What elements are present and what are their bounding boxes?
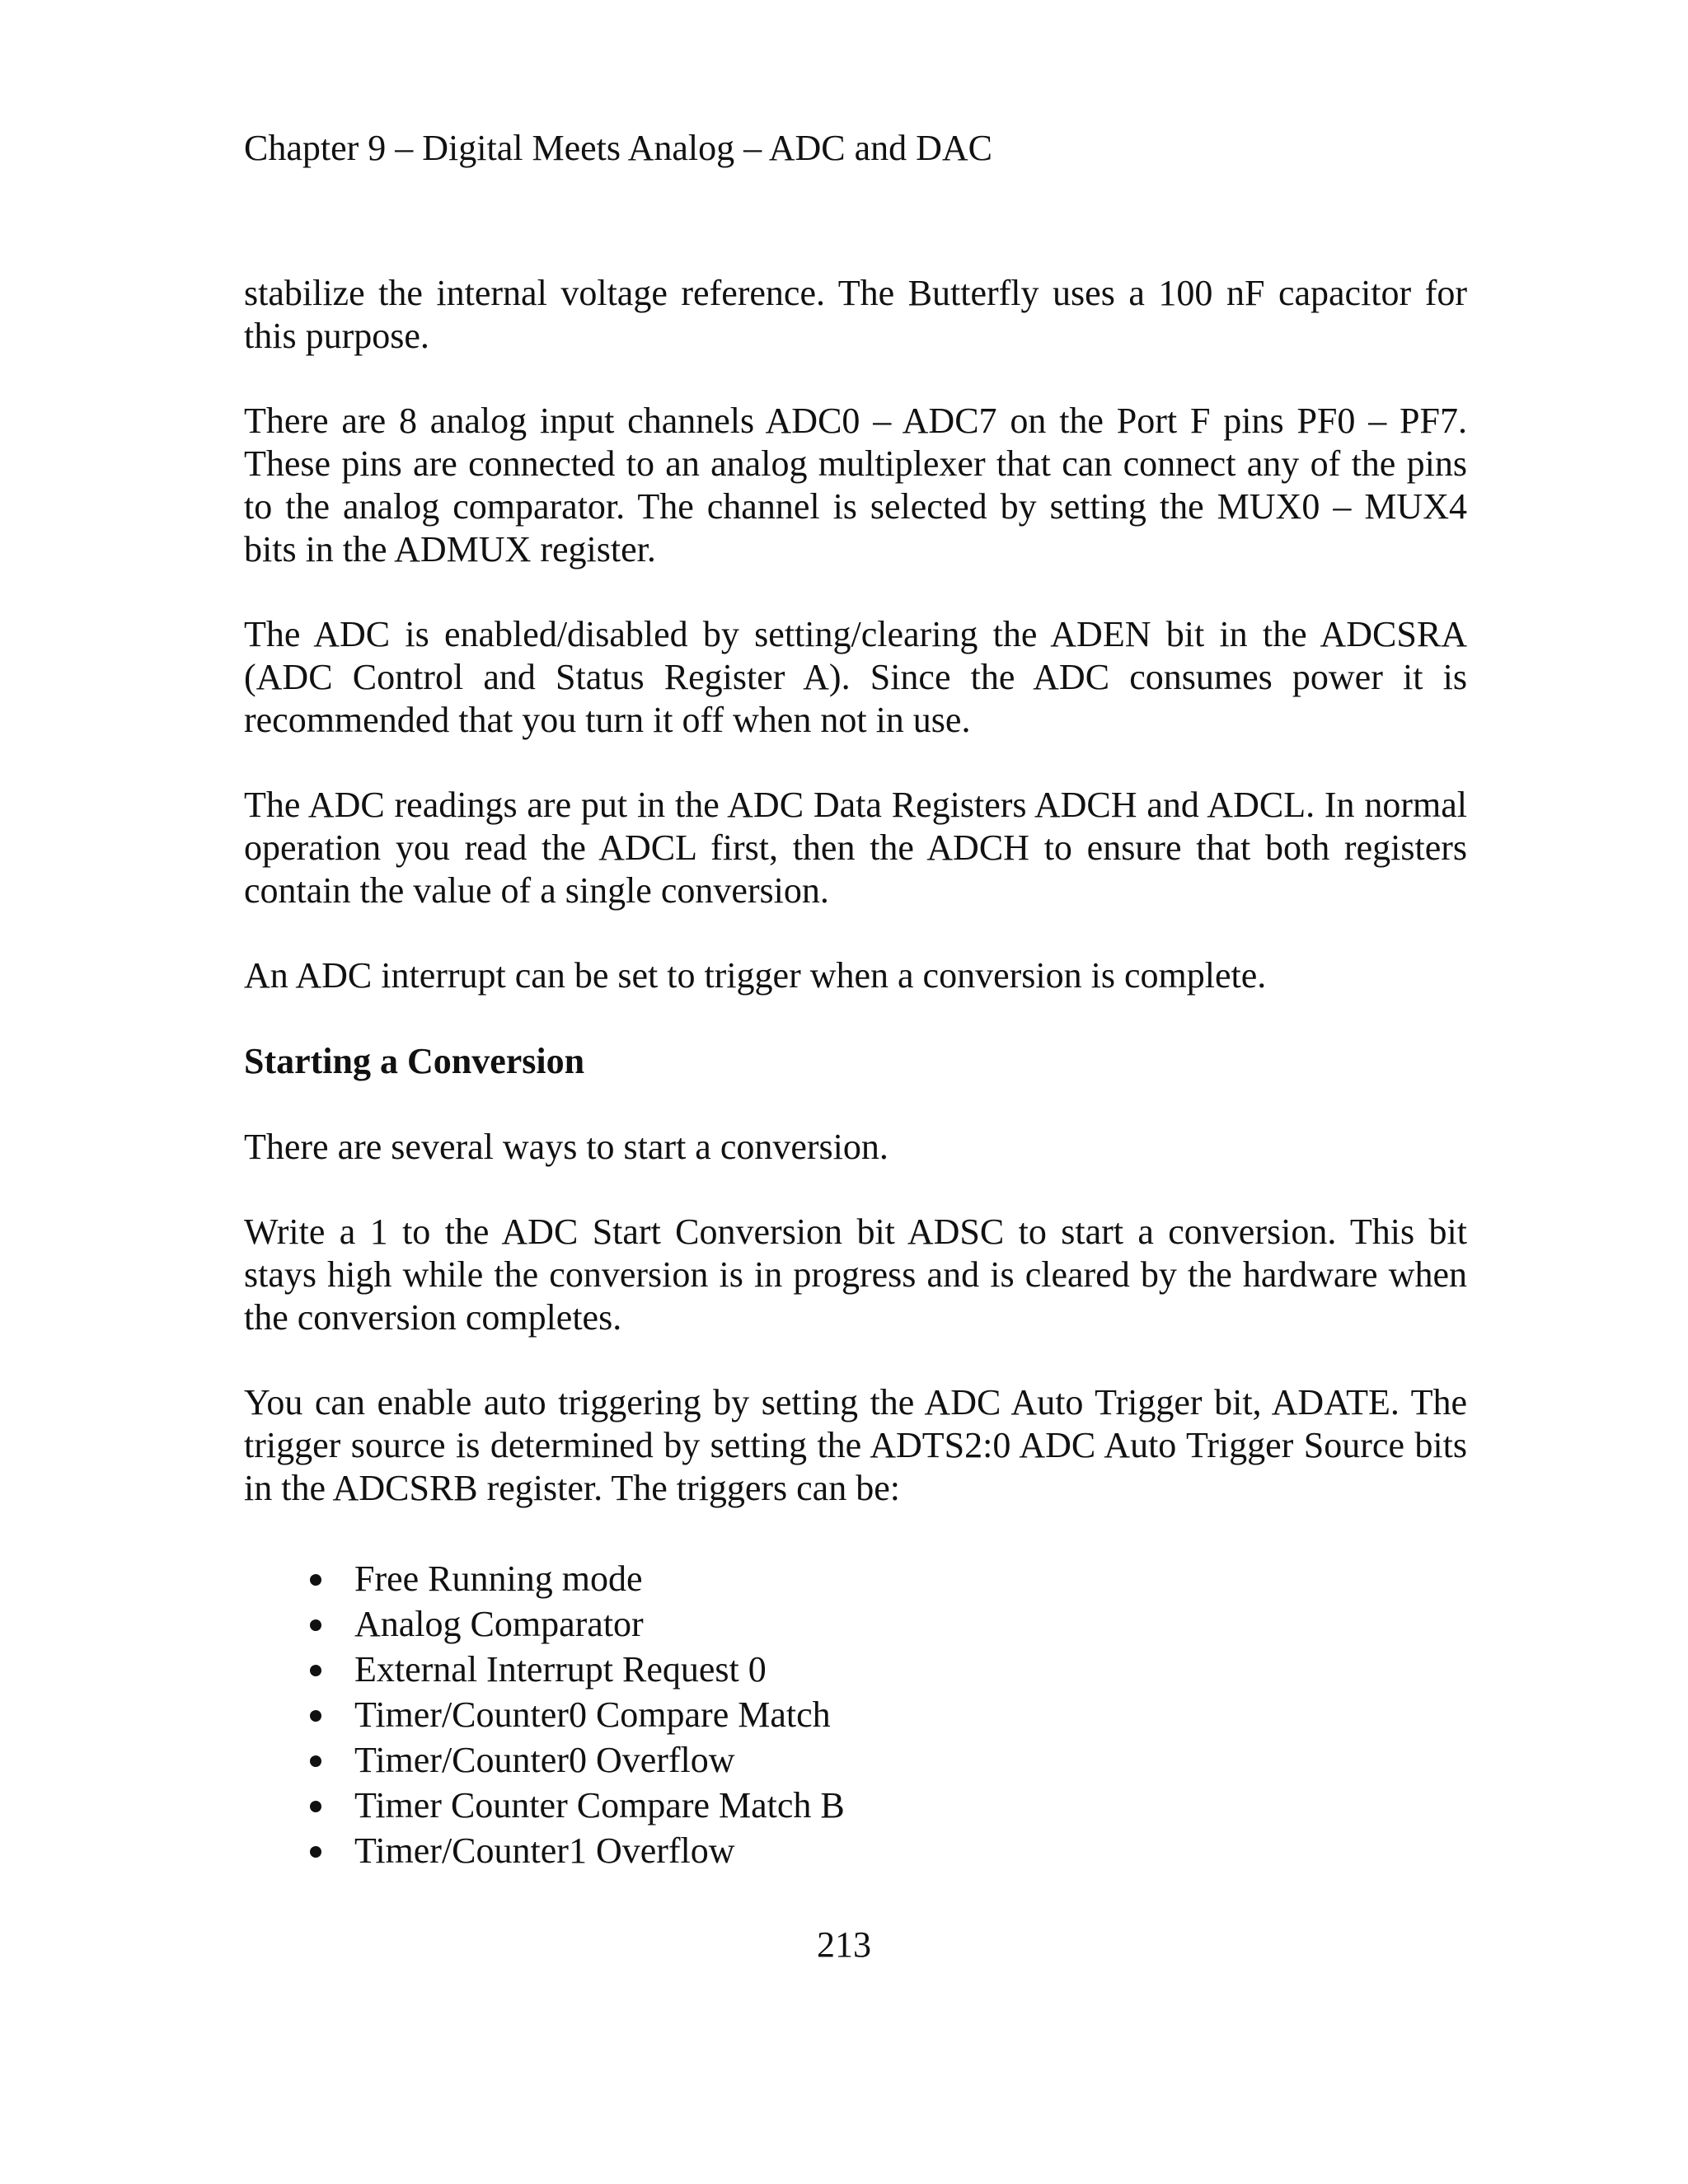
paragraph-analog-channels: There are 8 analog input channels ADC0 – ADC7 on the Port F pins PF0 – PF7. These pins are connected to an analog multiplexer that can connect any of the pins to the analog comparator. The channel is selected by setting the MUX0 – MUX4 bits in the ADMUX register. — [244, 401, 1467, 569]
section-heading: Starting a Conversion — [244, 1041, 585, 1081]
paragraph-ways-to-start: There are several ways to start a conversion. — [244, 1127, 889, 1167]
list-item-text: Analog Comparator — [354, 1604, 644, 1644]
paragraph-adc-readings: The ADC readings are put in the ADC Data Registers ADCH and ADCL. In normal operation you read the ADCL first, then the ADCH to ensure that both registers contain the value of a single conversion. — [244, 785, 1467, 911]
paragraph-capacitor: stabilize the internal voltage reference. The Butterfly uses a 100 nF capacitor for this purpose. — [244, 273, 1467, 356]
bullet-icon — [310, 1574, 321, 1586]
paragraph-auto-trigger: You can enable auto triggering by setting the ADC Auto Trigger bit, ADATE. The trigger source is determined by setting the ADTS2:0 ADC Auto Trigger Source bits in the ADCSRB register. The triggers can be: — [244, 1382, 1467, 1508]
bullet-icon — [310, 1755, 321, 1767]
list-item-text: Timer Counter Compare Match B — [354, 1785, 845, 1825]
page-number: 213 — [817, 1924, 871, 1965]
bullet-icon — [310, 1619, 321, 1631]
list-item-text: External Interrupt Request 0 — [354, 1649, 767, 1690]
paragraph-adc-interrupt: An ADC interrupt can be set to trigger when a conversion is complete. — [244, 955, 1267, 996]
paragraph-adc-enable: The ADC is enabled/disabled by setting/clearing the ADEN bit in the ADCSRA (ADC Control and Status Register A). Since the ADC consumes power it is recommended that you turn it off when not in use. — [244, 614, 1467, 740]
bullet-icon — [310, 1710, 321, 1722]
list-item-text: Timer/Counter0 Overflow — [354, 1740, 735, 1780]
bullet-icon — [310, 1801, 321, 1812]
bullet-icon — [310, 1846, 321, 1858]
running-header: Chapter 9 – Digital Meets Analog – ADC and DAC — [244, 128, 993, 168]
bullet-icon — [310, 1665, 321, 1676]
list-item-text: Free Running mode — [354, 1558, 643, 1599]
list-item-text: Timer/Counter0 Compare Match — [354, 1694, 831, 1735]
paragraph-adsc: Write a 1 to the ADC Start Conversion bit ADSC to start a conversion. This bit stays high while the conversion is in progress and is cleared by the hardware when the conversion completes. — [244, 1212, 1467, 1338]
list-item-text: Timer/Counter1 Overflow — [354, 1830, 735, 1871]
